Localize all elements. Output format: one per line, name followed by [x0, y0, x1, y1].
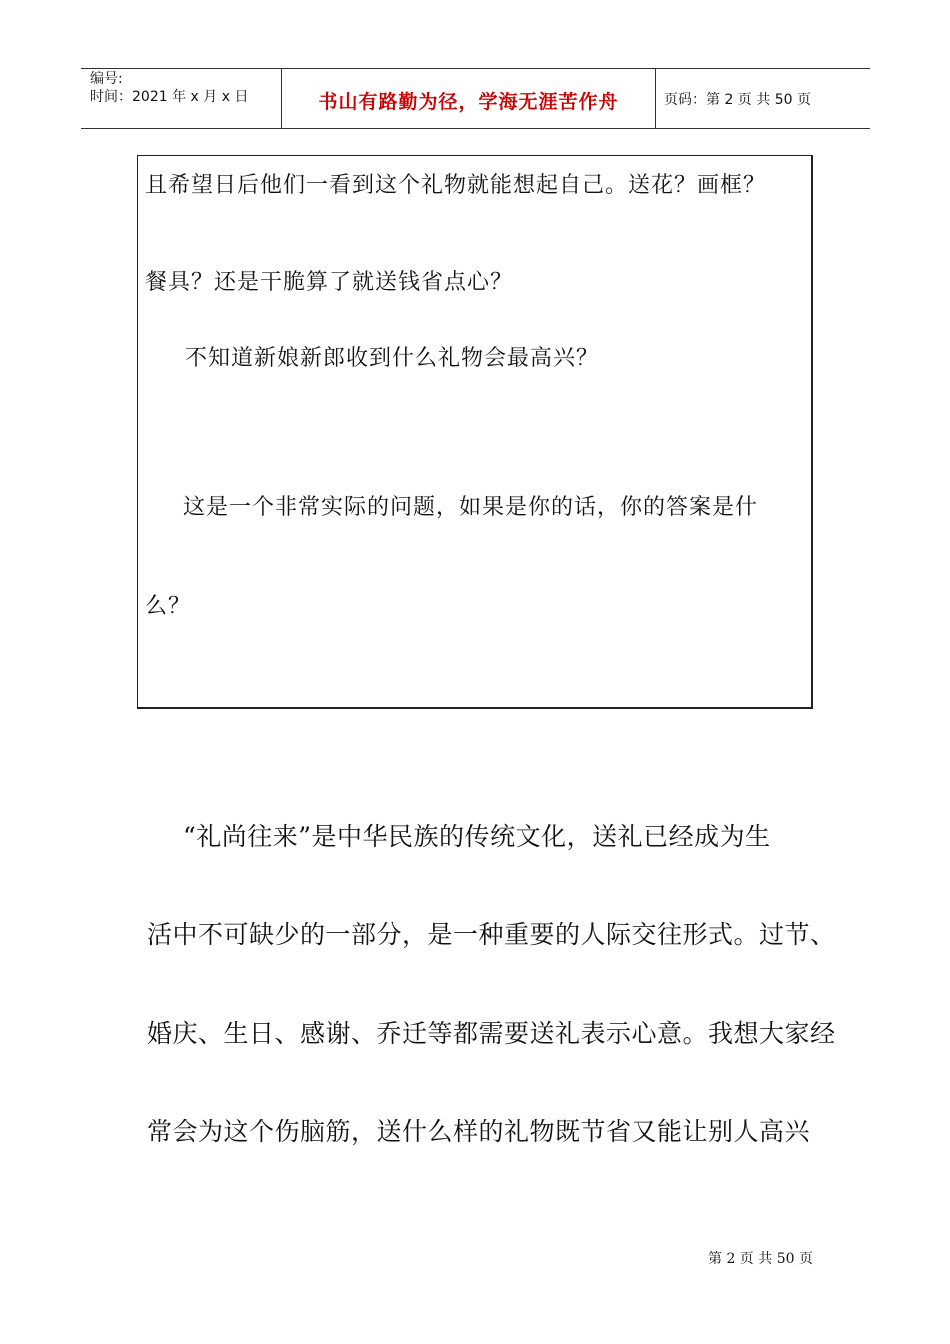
header-meta: [90, 70, 248, 106]
quote-box-line: 餐具？还是干脆算了就送钱省点心？: [145, 270, 514, 295]
quote-box-line: 不知道新娘新郎收到什么礼物会最高兴？: [185, 346, 600, 371]
quote-box: [137, 155, 813, 709]
body-paragraph-line: “礼尚往来”是中华民族的传统文化，送礼已经成为生: [183, 822, 771, 851]
header-divider-right: [655, 68, 656, 129]
quote-box-line: 这是一个非常实际的问题，如果是你的话，你的答案是什: [183, 495, 759, 520]
document-number-label: 编号:: [90, 71, 123, 87]
quote-box-line: 么？: [145, 594, 192, 619]
header-motto: 书山有路勤为径，学海无涯苦作舟: [318, 91, 619, 113]
quote-box-line: 且希望日后他们一看到这个礼物就能想起自己。送花？画框？: [145, 173, 767, 198]
body-paragraph-line: 常会为这个伤脑筋，送什么样的礼物既节省又能让别人高兴: [147, 1117, 811, 1146]
header-bottom-rule: [81, 128, 870, 129]
body-paragraph-line: 婚庆、生日、感谢、乔迁等都需要送礼表示心意。我想大家经: [147, 1019, 836, 1048]
body-paragraph-line: 活中不可缺少的一部分，是一种重要的人际交往形式。过节、: [147, 920, 836, 949]
footer-page-info: 第 2 页 共 50 页: [708, 1251, 813, 1267]
header-top-rule: [81, 68, 870, 69]
document-time-label: 时间：2021 年 x 月 x 日: [90, 89, 249, 105]
header-page-info: 页码：第 2 页 共 50 页: [664, 92, 811, 108]
